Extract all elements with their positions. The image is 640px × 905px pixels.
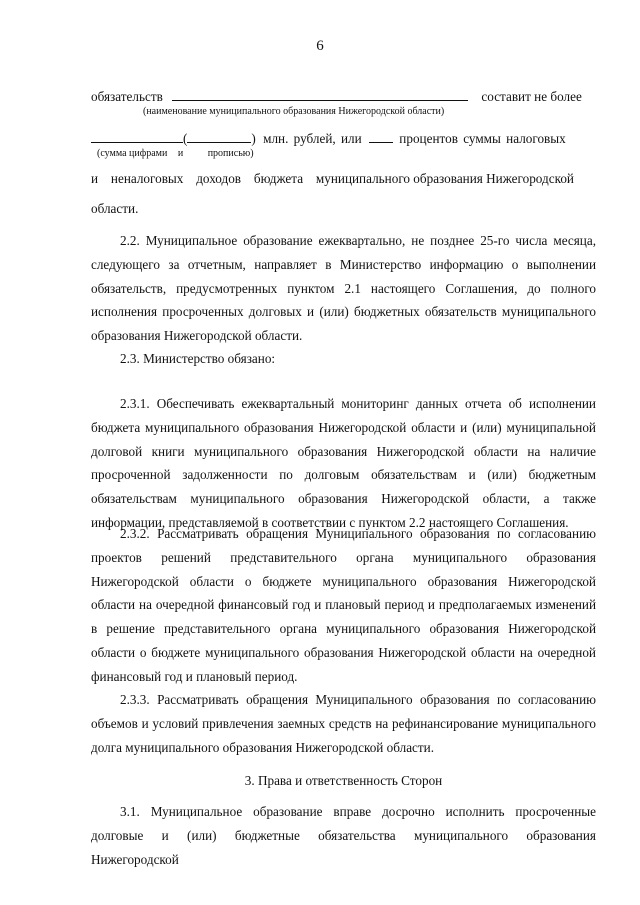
paragraph-2-3-1: 2.3.1. Обеспечивать ежеквартальный мониторинг данных отчета об исполнении бюджета муниципального образования Нижегородской области и (или) муниципальной долговой книги муниципального образования Нижегородской области на наличие просроченной задолженности по долговым обязательствам и (или) бюджетным обязательствам муниципального образования Нижегородской области, а также информации, представляемой в соответствии с пунктом 2.2 настоящего Соглашения. bbox=[91, 396, 596, 530]
amount-digits-field bbox=[91, 131, 183, 143]
amount-paren-open: ( bbox=[183, 131, 188, 146]
revenue-line bbox=[91, 171, 574, 187]
municipality-name-caption: (наименование муниципального образования Нижегородской области) bbox=[143, 106, 445, 117]
obligations-label: обязательств bbox=[91, 89, 163, 104]
revenue-word-3: доходов bbox=[196, 171, 242, 186]
region-line: области. bbox=[91, 201, 139, 216]
amount-caption-words: прописью) bbox=[207, 148, 254, 159]
section-3-title: 3. Права и ответственность Сторон bbox=[244, 773, 443, 788]
revenue-word-4: бюджета bbox=[253, 171, 304, 186]
not-exceed-label: составит не более bbox=[481, 89, 582, 104]
paragraph-2-3: 2.3. Министерство обязано: bbox=[120, 351, 276, 366]
amount-line bbox=[91, 131, 596, 147]
amount-words-field bbox=[187, 131, 251, 143]
municipality-name-field bbox=[172, 89, 468, 101]
percent-field bbox=[369, 131, 393, 143]
paragraph-2-3-2: 2.3.2. Рассматривать обращения Муниципального образования по согласованию проектов решений представительного органа муниципального образования Нижегородской области о бюджете муниципального образования Нижегородской области на очередной финансовый год и плановый период и предполагаемых изменений в решение представительного органа муниципального образования Нижегородской области о бюджете муниципального образования Нижегородской области на очередной финансовый год и плановый период. bbox=[91, 526, 596, 684]
revenue-word-2: неналоговых bbox=[110, 171, 184, 186]
amount-caption-digits: (сумма цифрами bbox=[97, 148, 168, 159]
amount-caption bbox=[97, 148, 254, 159]
page-number: 6 bbox=[316, 38, 324, 54]
paragraph-2-3-3: 2.3.3. Рассматривать обращения Муниципального образования по согласованию объемов и условий привлечения заемных средств на рефинансирование муниципального долга муниципального образования Нижегородской области. bbox=[91, 692, 596, 755]
amount-caption-and: и bbox=[177, 148, 184, 159]
paragraph-3-1: 3.1. Муниципальное образование вправе досрочно исполнить просроченные долговые и (или) бюджетные обязательства муниципального образования Нижегородской bbox=[91, 804, 596, 867]
amount-paren-close: ) bbox=[251, 131, 256, 146]
percent-label: процентов суммы налоговых bbox=[399, 131, 566, 146]
million-rubles-label: млн. рублей, или bbox=[263, 131, 362, 146]
revenue-word-1: и bbox=[91, 171, 99, 186]
revenue-word-5: муниципального образования Нижегородской bbox=[315, 171, 574, 186]
obligations-line bbox=[91, 89, 596, 105]
paragraph-2-2: 2.2. Муниципальное образование ежеквартально, не позднее 25-го числа месяца, следующего за отчетным, направляет в Министерство информацию о выполнении обязательств, предусмотренных пунктом 2.1 настоящего Соглашения, до полного исполнения просроченных долговых и (или) бюджетных обязательств муниципального образования Нижегородской области. bbox=[91, 233, 596, 344]
